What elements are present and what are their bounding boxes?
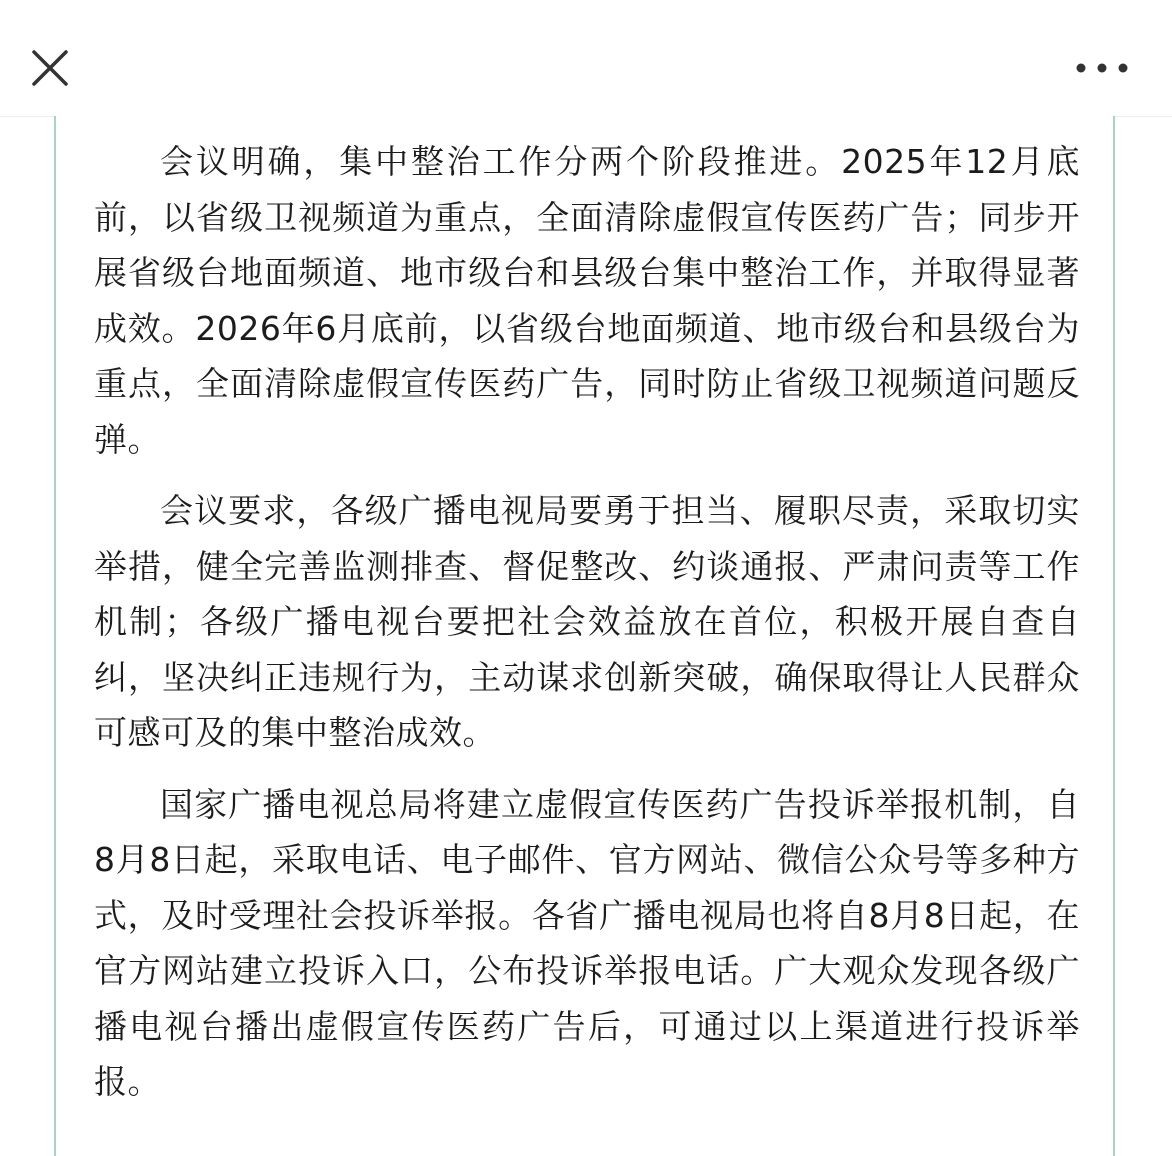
article-body	[94, 134, 1080, 1110]
close-button[interactable]	[22, 40, 78, 96]
more-horizontal-icon	[1066, 48, 1138, 88]
top-bar	[0, 0, 1172, 117]
more-options-button[interactable]	[1066, 48, 1138, 88]
article-paragraph-2: 会议要求，各级广播电视局要勇于担当、履职尽责，采取切实举措，健全完善监测排查、督促整改、约谈通报、严肃问责等工作机制；各级广播电视台要把社会效益放在首位，积极开展自查自纠，坚决纠正违规行为，主动谋求创新突破，确保取得让人民群众可感可及的集中整治成效。	[94, 491, 1080, 752]
article-paragraph-1: 会议明确，集中整治工作分两个阶段推进。2025年12月底前，以省级卫视频道为重点，全面清除虚假宣传医药广告；同步开展省级台地面频道、地市级台和县级台集中整治工作，并取得显著成效。2026年6月底前，以省级台地面频道、地市级台和县级台为重点，全面清除虚假宣传医药广告，同时防止省级卫视频道问题反弹。	[94, 142, 1080, 459]
article-paragraph-3: 国家广播电视总局将建立虚假宣传医药广告投诉举报机制，自8月8日起，采取电话、电子邮件、官方网站、微信公众号等多种方式，及时受理社会投诉举报。各省广播电视局也将自8月8日起，在官方网站建立投诉入口，公布投诉举报电话。广大观众发现各级广播电视台播出虚假宣传医药广告后，可通过以上渠道进行投诉举报。	[94, 784, 1080, 1101]
close-icon	[22, 40, 78, 96]
